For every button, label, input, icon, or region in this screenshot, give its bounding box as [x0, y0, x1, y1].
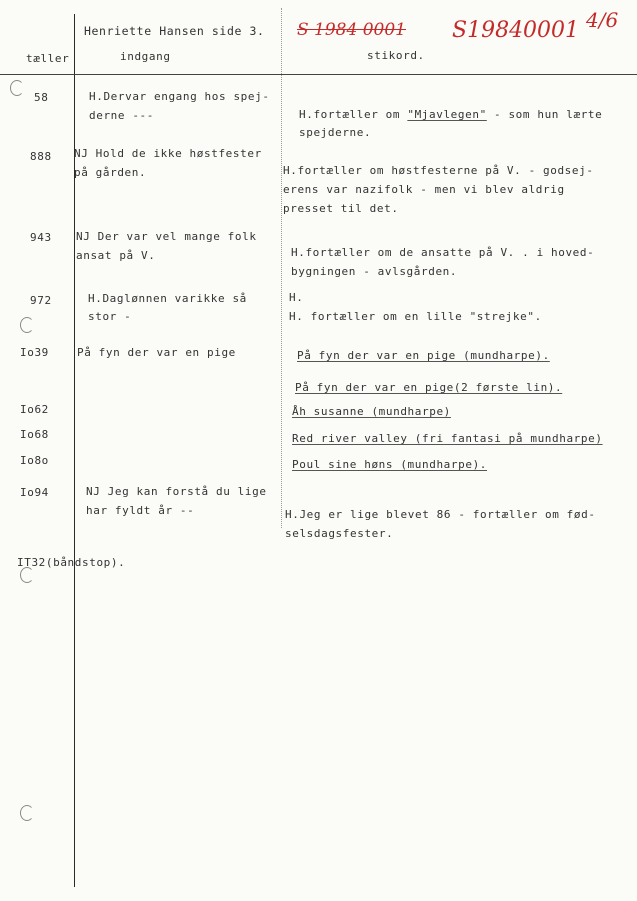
column-header-counter: tæller	[26, 52, 70, 65]
row-entry-line: NJ Der var vel mange folk	[76, 230, 257, 243]
middle-column-rule	[281, 8, 282, 528]
row-entry-line: har fyldt år --	[86, 504, 195, 517]
row-counter: 943	[30, 231, 52, 244]
row-keyword-line: H. fortæller om en lille "strejke".	[289, 310, 542, 323]
row-keyword-line: Poul sine høns (mundharpe).	[292, 458, 488, 471]
row-keyword-line: Red river valley (fri fantasi på mundharpe)	[292, 432, 603, 445]
document-title: Henriette Hansen side 3.	[84, 24, 265, 38]
row-entry-line: ansat på V.	[76, 249, 156, 262]
column-header-entry: indgang	[120, 50, 171, 63]
row-entry-line: På fyn der var en pige	[77, 346, 236, 359]
row-keyword-line: H.Jeg er lige blevet 86 - fortæller om fød-	[285, 508, 596, 521]
row-entry-line: NJ Hold de ikke høstfester	[74, 147, 262, 160]
row-entry-line: H.Dervar engang hos spej-	[89, 90, 270, 103]
keyword-underlined-title: "Mjavlegen"	[407, 108, 487, 121]
row-keyword-line: H.fortæller om høstfesterne på V. - godsej-	[283, 164, 594, 177]
punch-hole-top	[10, 80, 24, 96]
row-entry-line: stor -	[88, 310, 132, 323]
page-fraction: 4/6	[586, 8, 619, 32]
row-keyword-line: erens var nazifolk - men vi blev aldrig	[283, 183, 565, 196]
row-entry-line: NJ Jeg kan forstå du lige	[86, 485, 267, 498]
row-keyword-line	[299, 108, 602, 122]
row-keyword-line: bygningen - avlsgården.	[291, 265, 458, 278]
row-counter: 972	[30, 294, 52, 307]
punch-hole-bottom	[20, 805, 34, 821]
row-counter: Io39	[20, 346, 49, 359]
row-keyword-line: presset til det.	[283, 202, 399, 215]
row-counter: Io62	[20, 403, 49, 416]
row-counter: Io68	[20, 428, 49, 441]
keyword-prefix: H.fortæller om	[299, 108, 408, 121]
row-keyword-line: H.fortæller om de ansatte på V. . i hoved-	[291, 246, 595, 259]
column-header-keywords: stikord.	[367, 49, 425, 62]
row-counter: 58	[34, 91, 49, 104]
tape-stop-note: IT32(båndstop).	[17, 556, 126, 569]
row-keyword-line: På fyn der var en pige(2 første lin).	[295, 381, 563, 394]
left-column-rule	[74, 14, 75, 887]
punch-hole-middle	[20, 317, 34, 333]
row-keyword-line: H.	[289, 291, 304, 304]
archive-id: S19840001	[452, 18, 580, 43]
row-counter: Io94	[20, 486, 49, 499]
row-entry-line: H.Daglønnen varikke så	[88, 292, 247, 305]
row-keyword-line: selsdagsfester.	[285, 527, 394, 540]
row-keyword-line: På fyn der var en pige (mundharpe).	[297, 349, 550, 362]
row-keyword-line: spejderne.	[299, 126, 372, 139]
row-keyword-line: Åh susanne (mundharpe)	[292, 405, 451, 418]
row-entry-line: på gården.	[74, 166, 147, 179]
row-entry-line: derne ---	[89, 109, 155, 122]
header-rule	[0, 74, 637, 75]
struck-archive-id: S 1984 0001	[297, 20, 406, 40]
row-counter: Io8o	[20, 454, 49, 467]
row-counter: 888	[30, 150, 52, 163]
keyword-suffix: - som hun lærte	[486, 108, 603, 121]
